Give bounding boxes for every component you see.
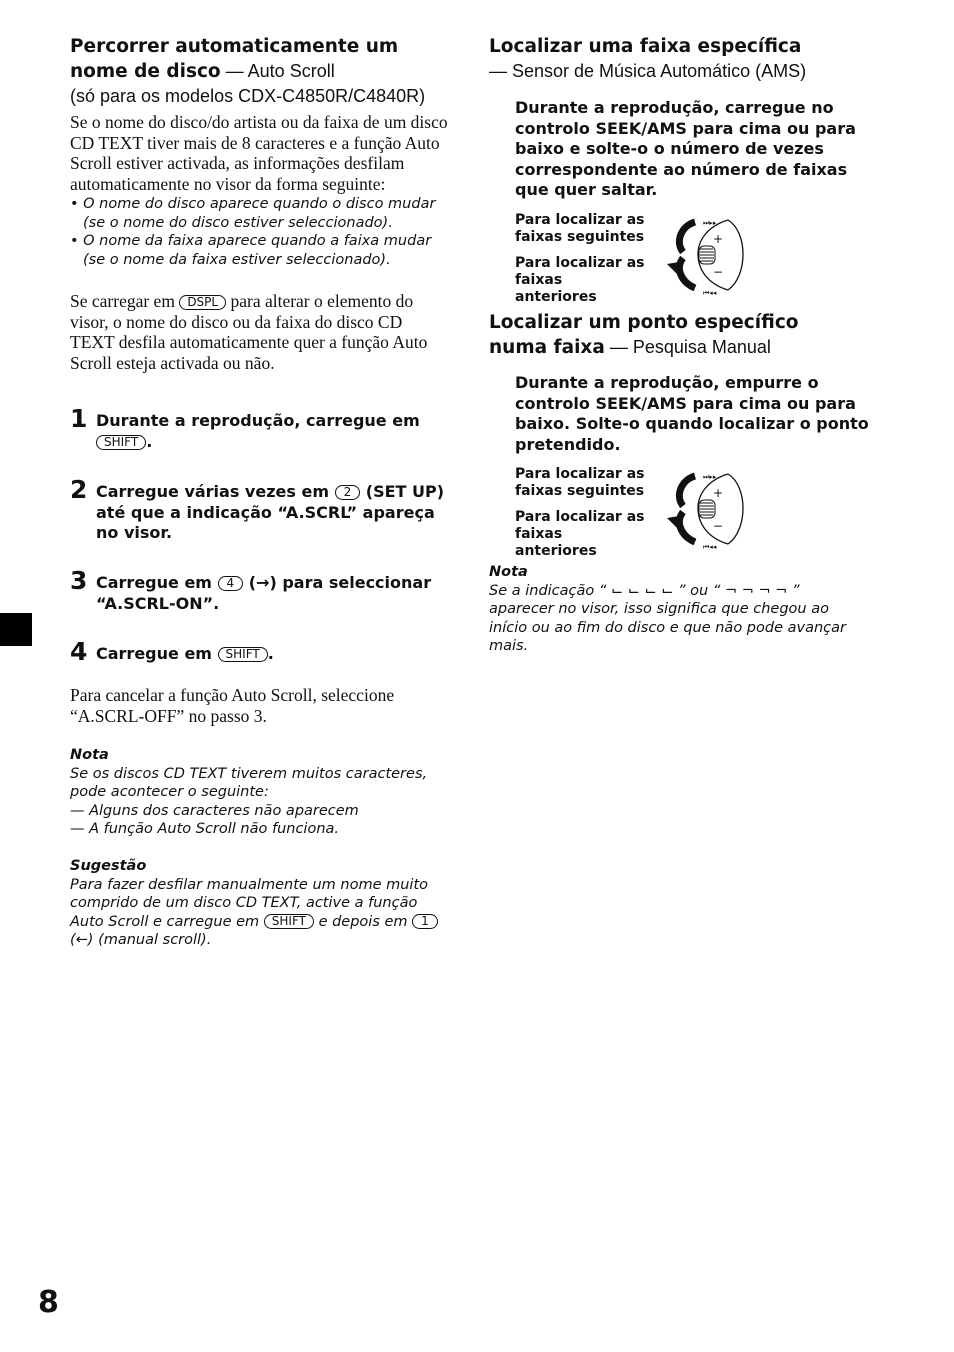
seek-ams-control-icon [653,468,745,550]
dspl-pre: Se carregar em [70,291,180,311]
step-text-post: . [267,644,274,663]
step-text-post: (SET UP) até que a indicação “A.SCRL” apareça no visor. [96,482,445,542]
heading-line2-sub: — Auto Scroll [220,61,335,81]
tip-text [70,876,445,950]
note-text: Se a indicação “ ⌙ ⌙ ⌙ ⌙ ” ou “ ¬ ¬ ¬ ¬ ” aparecer no visor, isso significa que chegou ao início ou ao fim do disco e que não pode avançar mais. [489,582,846,654]
heading-line2-bold: nome de disco [70,61,221,82]
page-number: 8 [38,1285,59,1320]
step-text-pre: Carregue várias vezes em [96,482,335,501]
label-next-tracks: Para localizar as faixas seguintes [515,466,645,499]
manual-search-heading-line1: Localizar um ponto específico [489,312,799,333]
shift-key: SHIFT [96,435,146,450]
step-2 [70,477,450,544]
manual-search-heading-sub: — Pesquisa Manual [604,337,771,357]
shift-key: SHIFT [218,647,268,662]
tip-mid: e depois em [313,913,413,930]
dspl-paragraph [70,291,450,373]
svg-text:⏭▸▸: ⏭▸▸ [703,473,717,481]
step-text-pre: Durante a reprodução, carregue em [96,411,420,430]
svg-text:−: − [713,519,724,533]
svg-text:+: + [713,486,724,500]
step-text [96,477,450,544]
dspl-key: DSPL [179,295,226,310]
label-next-tracks: Para localizar as faixas seguintes [515,212,645,245]
tip-post: (←) (manual scroll). [70,932,212,948]
note-title: Nota [489,564,528,580]
step-text [96,406,450,452]
manual-search-heading-bold: numa faixa [489,337,605,358]
seek-ams-diagram-2 [515,466,745,559]
step-number: 2 [70,475,88,504]
bullet-item: • O nome da faixa aparece quando a faixa mudar (se o nome da faixa estiver seleccionado). [70,233,432,268]
tip-title: Sugestão [70,858,147,874]
svg-text:⏮◂◂: ⏮◂◂ [703,289,717,296]
step-number: 4 [70,637,88,666]
svg-text:⏭▸▸: ⏭▸▸ [703,219,717,227]
number-1-key: 1 [412,914,438,929]
tip-pre: Para fazer desfilar manualmente um nome muito comprido de um disco CD TEXT, active a função Auto Scroll e carregue em [70,876,429,930]
note-title: Nota [70,747,109,763]
number-2-key: 2 [335,485,361,500]
number-4-key: 4 [218,576,244,591]
bullet-item: • O nome do disco aparece quando o disco mudar (se o nome do disco estiver seleccionado). [70,196,436,231]
label-previous-tracks: Para localizar as faixas anteriores [515,509,645,559]
note-line: — Alguns dos caracteres não aparecem [70,802,359,819]
step-text [96,568,450,614]
note-line: — A função Auto Scroll não funciona. [70,821,340,837]
ams-instruction: Durante a reprodução, carregue no controlo SEEK/AMS para cima ou para baixo e solte-o o número de vezes correspondente ao número de faixas que quer saltar. [515,98,856,199]
step-text [96,639,450,665]
bullet-list [70,195,448,269]
step-text-post: (→) para seleccionar “A.SCRL-ON”. [96,573,432,613]
ams-subheading: — Sensor de Música Automático (AMS) [489,61,807,81]
heading-line1: Percorrer automaticamente um [70,36,399,57]
section-tab-marker [0,613,32,646]
left-column [70,34,450,373]
step-text-pre: Carregue em [96,644,218,663]
label-previous-tracks: Para localizar as faixas anteriores [515,255,645,305]
step-number: 1 [70,404,88,433]
heading-line2 [70,59,450,84]
right-note [489,563,864,656]
step-text-pre: Carregue em [96,573,218,592]
manual-search-section [489,310,879,455]
step-text-post: . [146,431,153,451]
step-number: 3 [70,566,88,595]
note-line: Se os discos CD TEXT tiverem muitos caracteres, pode acontecer o seguinte: [70,765,428,800]
svg-text:⏮◂◂: ⏮◂◂ [703,543,717,550]
step-1 [70,406,450,452]
dspl-post: para alterar o elemento do visor, o nome do disco ou da faixa do disco CD TEXT desfila automaticamente quer a função Auto Scroll esteja activada ou não. [70,291,428,373]
seek-ams-control-icon [653,214,745,296]
svg-text:+: + [713,232,724,246]
svg-text:−: − [713,265,724,279]
shift-key: SHIFT [264,914,314,929]
step-4 [70,639,450,665]
step-3 [70,568,450,614]
heading-line3: (só para os modelos CDX-C4850R/C4840R) [70,86,426,106]
tip-block [70,857,445,950]
intro-paragraph: Se o nome do disco/do artista ou da faixa de um disco CD TEXT tiver mais de 8 caracteres e a função Auto Scroll estiver activada, as informações desfilam automaticamente no visor da forma seguinte: [70,112,448,194]
right-column [489,34,879,201]
manual-search-instruction: Durante a reprodução, empurre o controlo SEEK/AMS para cima ou para baixo. Solte-o quando localizar o ponto pretendido. [515,373,869,454]
cancel-paragraph: Para cancelar a função Auto Scroll, seleccione “A.SCRL-OFF” no passo 3. [70,685,395,726]
ams-heading: Localizar uma faixa específica [489,36,802,57]
manual-search-heading-line2 [489,335,879,360]
seek-ams-diagram-1 [515,212,745,305]
section-heading-auto-scroll [70,34,450,109]
left-note [70,746,450,839]
